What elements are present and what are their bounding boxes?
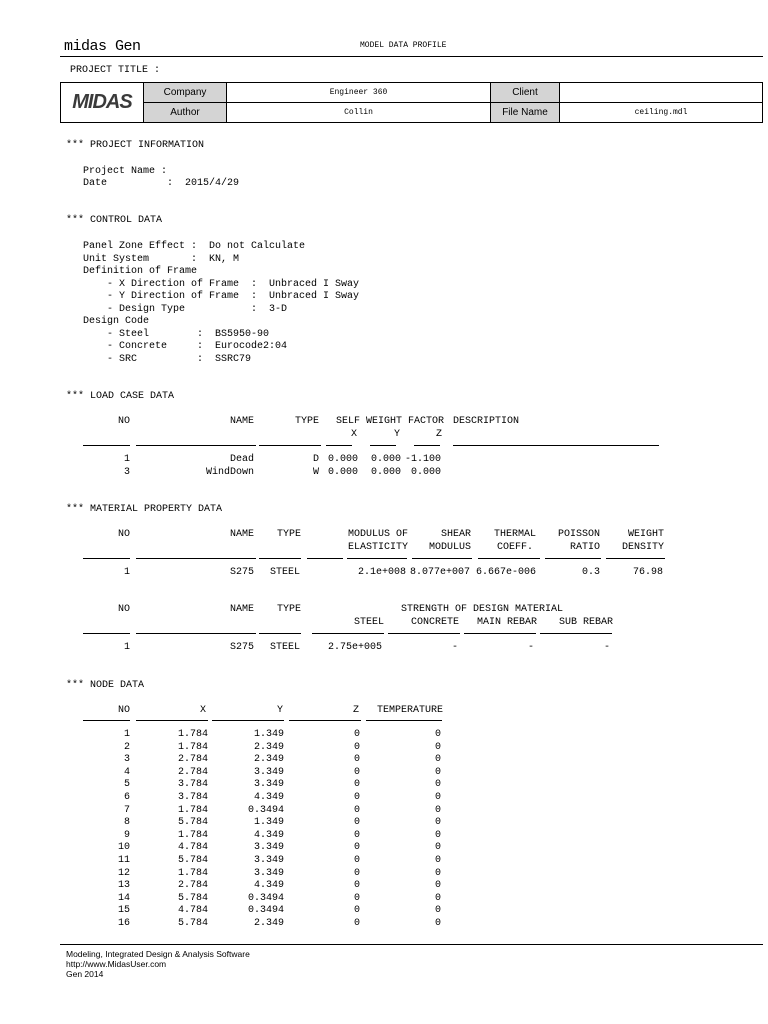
str-row-main-rebar: - — [527, 642, 534, 653]
str-row-no: 1 — [123, 642, 130, 653]
author-value: Collin — [227, 103, 491, 123]
node-row-z: 0 — [353, 892, 360, 904]
load-col-no: NO — [118, 416, 131, 427]
node-row-z: 0 — [353, 855, 360, 866]
node-row-temperature: 0 — [434, 867, 441, 879]
node-row-no: 15 — [117, 905, 130, 917]
node-col-x: X — [200, 705, 207, 716]
node-row-x: 2.784 — [177, 766, 208, 778]
node-row-no: 5 — [123, 779, 130, 791]
node-row-no: 12 — [117, 867, 130, 879]
mat-row-type: STEEL — [269, 567, 300, 578]
str-col-sub-rebar: SUB REBAR — [559, 617, 614, 628]
node-row-z: 0 — [353, 829, 360, 841]
file-name-value: ceiling.mdl — [560, 103, 763, 123]
column-underline — [326, 445, 352, 446]
midas-logo-text: MIDAS — [72, 91, 132, 113]
material-heading: *** MATERIAL PROPERTY DATA — [66, 504, 223, 515]
mat-col-name: NAME — [230, 529, 255, 540]
load-col-type: TYPE — [295, 416, 320, 427]
column-underline — [307, 558, 343, 559]
footer-line-1: Modeling, Integrated Design & Analysis Software — [66, 949, 250, 959]
column-underline — [259, 445, 321, 446]
node-row-no: 7 — [123, 804, 130, 816]
load-col-name: NAME — [230, 416, 255, 427]
load-col-self-weight: SELF WEIGHT FACTOR — [336, 416, 445, 427]
load-row-name: WindDown — [205, 466, 254, 478]
mat-col-shear-1: SHEAR — [441, 529, 472, 540]
client-label: Client — [491, 83, 560, 103]
node-row-temperature: 0 — [434, 729, 441, 740]
str-row-type: STEEL — [269, 642, 300, 653]
node-row-y: 2.349 — [253, 918, 284, 929]
node-row-x: 5.784 — [177, 892, 208, 904]
node-row-x: 1.784 — [177, 804, 208, 816]
node-row-no: 10 — [117, 842, 130, 854]
mat-row-no: 1 — [123, 567, 130, 578]
node-row-z: 0 — [353, 729, 360, 740]
date-line: Date : 2015/4/29 — [83, 178, 240, 189]
column-underline — [83, 633, 130, 634]
load-col-y: Y — [394, 429, 401, 440]
column-underline — [366, 720, 442, 721]
node-col-z: Z — [353, 705, 360, 716]
mat-col-weight-1: WEIGHT — [628, 529, 665, 540]
node-row-no: 16 — [117, 918, 130, 929]
node-row-x: 5.784 — [177, 918, 208, 929]
node-row-y: 4.349 — [253, 792, 284, 803]
load-col-x: X — [351, 429, 358, 440]
mat-col-modulus-1: MODULUS OF — [348, 529, 409, 540]
str-col-concrete: CONCRETE — [411, 617, 460, 628]
load-row-x: 0.000 — [327, 454, 358, 465]
control-data-line: Design Code — [83, 316, 150, 327]
midas-logo — [61, 83, 144, 123]
node-row-no: 14 — [117, 892, 130, 904]
node-row-x: 4.784 — [177, 905, 208, 917]
column-underline — [136, 633, 256, 634]
node-row-z: 0 — [353, 817, 360, 829]
str-row-sub-rebar: - — [603, 642, 610, 653]
node-row-z: 0 — [353, 842, 360, 854]
load-col-description: DESCRIPTION — [453, 416, 520, 427]
project-title-label: PROJECT TITLE : — [70, 65, 161, 76]
mat-col-thermal-2: COEFF. — [497, 542, 534, 553]
node-row-z: 0 — [353, 779, 360, 791]
report-title: MODEL DATA PROFILE — [360, 41, 447, 50]
str-row-name: S275 — [229, 642, 254, 653]
project-info-table — [60, 82, 763, 123]
mat-row-shear: 8.077e+007 — [409, 567, 470, 578]
column-underline — [259, 633, 301, 634]
column-underline — [83, 720, 130, 721]
str-col-steel: STEEL — [354, 617, 385, 628]
node-row-temperature: 0 — [434, 766, 441, 778]
node-row-y: 0.3494 — [247, 892, 284, 904]
node-row-x: 5.784 — [177, 817, 208, 829]
project-info-heading: *** PROJECT INFORMATION — [66, 140, 205, 151]
node-row-temperature: 0 — [434, 779, 441, 791]
mat-col-weight-2: DENSITY — [622, 542, 665, 553]
control-data-line: Unit System : KN, M — [83, 253, 240, 265]
brand-title: midas Gen — [64, 38, 141, 55]
node-col-temperature: TEMPERATURE — [377, 705, 444, 716]
column-underline — [136, 720, 208, 721]
column-underline — [83, 558, 130, 559]
node-heading: *** NODE DATA — [66, 680, 145, 691]
node-row-y: 0.3494 — [247, 905, 284, 917]
node-row-temperature: 0 — [434, 855, 441, 866]
node-row-z: 0 — [353, 905, 360, 917]
node-row-temperature: 0 — [434, 918, 441, 929]
mat-row-modulus: 2.1e+008 — [357, 567, 406, 578]
mat-col-shear-2: MODULUS — [429, 542, 472, 553]
node-row-z: 0 — [353, 741, 360, 753]
footer-line-3: Gen 2014 — [66, 969, 104, 979]
mat-col-poisson-2: RATIO — [570, 542, 601, 553]
node-col-no: NO — [118, 705, 131, 716]
footer-divider — [60, 944, 763, 945]
node-row-no: 4 — [123, 766, 130, 778]
client-value — [560, 83, 763, 103]
load-row-y: 0.000 — [370, 454, 401, 465]
node-row-no: 3 — [123, 754, 130, 766]
column-underline — [540, 633, 612, 634]
node-row-x: 1.784 — [177, 867, 208, 879]
str-row-concrete: - — [451, 642, 458, 653]
node-row-temperature: 0 — [434, 829, 441, 841]
node-row-x: 3.784 — [177, 779, 208, 791]
str-col-type: TYPE — [277, 604, 302, 615]
node-row-x: 3.784 — [177, 792, 208, 803]
column-underline — [347, 558, 407, 559]
load-row-no: 1 — [123, 454, 130, 465]
column-underline — [370, 445, 396, 446]
column-underline — [83, 445, 130, 446]
author-label: Author — [144, 103, 227, 123]
node-row-x: 4.784 — [177, 842, 208, 854]
column-underline — [212, 720, 284, 721]
control-data-line: Definition of Frame — [83, 266, 198, 277]
node-row-z: 0 — [353, 754, 360, 766]
node-row-x: 2.784 — [177, 880, 208, 892]
node-row-x: 5.784 — [177, 855, 208, 866]
column-underline — [414, 445, 440, 446]
node-row-z: 0 — [353, 880, 360, 892]
node-row-y: 3.349 — [253, 855, 284, 866]
node-row-x: 1.784 — [177, 729, 208, 740]
column-underline — [312, 633, 384, 634]
company-value: Engineer 360 — [227, 83, 491, 103]
mat-col-type: TYPE — [277, 529, 302, 540]
node-row-temperature: 0 — [434, 905, 441, 917]
column-underline — [545, 558, 601, 559]
column-underline — [412, 558, 472, 559]
node-row-y: 0.3494 — [247, 804, 284, 816]
control-data-line: - Steel : BS5950-90 — [83, 328, 270, 340]
column-underline — [606, 558, 665, 559]
project-name-line: Project Name : — [83, 166, 168, 177]
company-label: Company — [144, 83, 227, 103]
str-col-title: STRENGTH OF DESIGN MATERIAL — [401, 604, 564, 615]
node-row-no: 13 — [117, 880, 130, 892]
node-row-y: 4.349 — [253, 880, 284, 892]
load-row-z: -1.100 — [404, 454, 441, 465]
mat-col-thermal-1: THERMAL — [494, 529, 537, 540]
node-row-no: 1 — [123, 729, 130, 740]
control-data-line: - X Direction of Frame : Unbraced I Sway — [83, 278, 360, 290]
load-row-no: 3 — [123, 466, 130, 478]
node-row-temperature: 0 — [434, 792, 441, 803]
load-row-type: W — [312, 466, 319, 478]
str-col-main-rebar: MAIN REBAR — [477, 617, 538, 628]
control-data-line: - Y Direction of Frame : Unbraced I Sway — [83, 291, 360, 302]
str-row-steel: 2.75e+005 — [327, 642, 382, 653]
control-data-heading: *** CONTROL DATA — [66, 215, 163, 226]
node-row-y: 3.349 — [253, 842, 284, 854]
mat-row-poisson: 0.3 — [581, 567, 600, 578]
mat-col-modulus-2: ELASTICITY — [348, 542, 409, 553]
column-underline — [136, 558, 256, 559]
mat-row-name: S275 — [229, 567, 254, 578]
node-row-y: 3.349 — [253, 766, 284, 778]
column-underline — [478, 558, 540, 559]
node-row-x: 2.784 — [177, 754, 208, 766]
control-data-line: - SRC : SSRC79 — [83, 353, 252, 365]
mat-row-weight: 76.98 — [632, 567, 663, 578]
control-data-line: - Concrete : Eurocode2:04 — [83, 341, 288, 352]
node-row-x: 1.784 — [177, 741, 208, 753]
str-col-no: NO — [118, 604, 131, 615]
column-underline — [464, 633, 536, 634]
node-row-x: 1.784 — [177, 829, 208, 841]
load-row-type: D — [312, 454, 319, 465]
node-row-y: 2.349 — [253, 741, 284, 753]
node-row-temperature: 0 — [434, 804, 441, 816]
column-underline — [388, 633, 460, 634]
node-row-temperature: 0 — [434, 754, 441, 766]
node-row-y: 3.349 — [253, 867, 284, 879]
node-row-y: 4.349 — [253, 829, 284, 841]
node-row-z: 0 — [353, 867, 360, 879]
mat-col-poisson-1: POISSON — [558, 529, 601, 540]
column-underline — [259, 558, 301, 559]
node-row-z: 0 — [353, 804, 360, 816]
node-row-y: 2.349 — [253, 754, 284, 766]
file-name-label: File Name — [491, 103, 560, 123]
node-row-z: 0 — [353, 792, 360, 803]
node-row-temperature: 0 — [434, 817, 441, 829]
load-row-y: 0.000 — [370, 466, 401, 478]
node-row-no: 6 — [123, 792, 130, 803]
mat-col-no: NO — [118, 529, 131, 540]
node-row-temperature: 0 — [434, 892, 441, 904]
load-row-x: 0.000 — [327, 466, 358, 478]
column-underline — [289, 720, 361, 721]
column-underline — [136, 445, 256, 446]
node-row-z: 0 — [353, 766, 360, 778]
node-row-no: 2 — [123, 741, 130, 753]
control-data-line: - Design Type : 3-D — [83, 303, 288, 315]
control-data-line: Panel Zone Effect : Do not Calculate — [83, 241, 306, 252]
node-col-y: Y — [277, 705, 284, 716]
str-col-name: NAME — [230, 604, 255, 615]
footer-line-2: http://www.MidasUser.com — [66, 959, 167, 969]
node-row-y: 3.349 — [253, 779, 284, 791]
mat-row-thermal: 6.667e-006 — [475, 567, 536, 578]
node-row-temperature: 0 — [434, 880, 441, 892]
node-row-no: 8 — [123, 817, 130, 829]
header-divider — [60, 56, 763, 57]
node-row-temperature: 0 — [434, 741, 441, 753]
node-row-no: 11 — [117, 855, 130, 866]
load-row-z: 0.000 — [410, 466, 441, 478]
column-underline — [453, 445, 659, 446]
load-col-z: Z — [436, 429, 443, 440]
node-row-y: 1.349 — [253, 729, 284, 740]
node-row-no: 9 — [123, 829, 130, 841]
node-row-z: 0 — [353, 918, 360, 929]
node-row-temperature: 0 — [434, 842, 441, 854]
load-case-heading: *** LOAD CASE DATA — [66, 391, 175, 402]
load-row-name: Dead — [229, 454, 254, 465]
node-row-y: 1.349 — [253, 817, 284, 829]
